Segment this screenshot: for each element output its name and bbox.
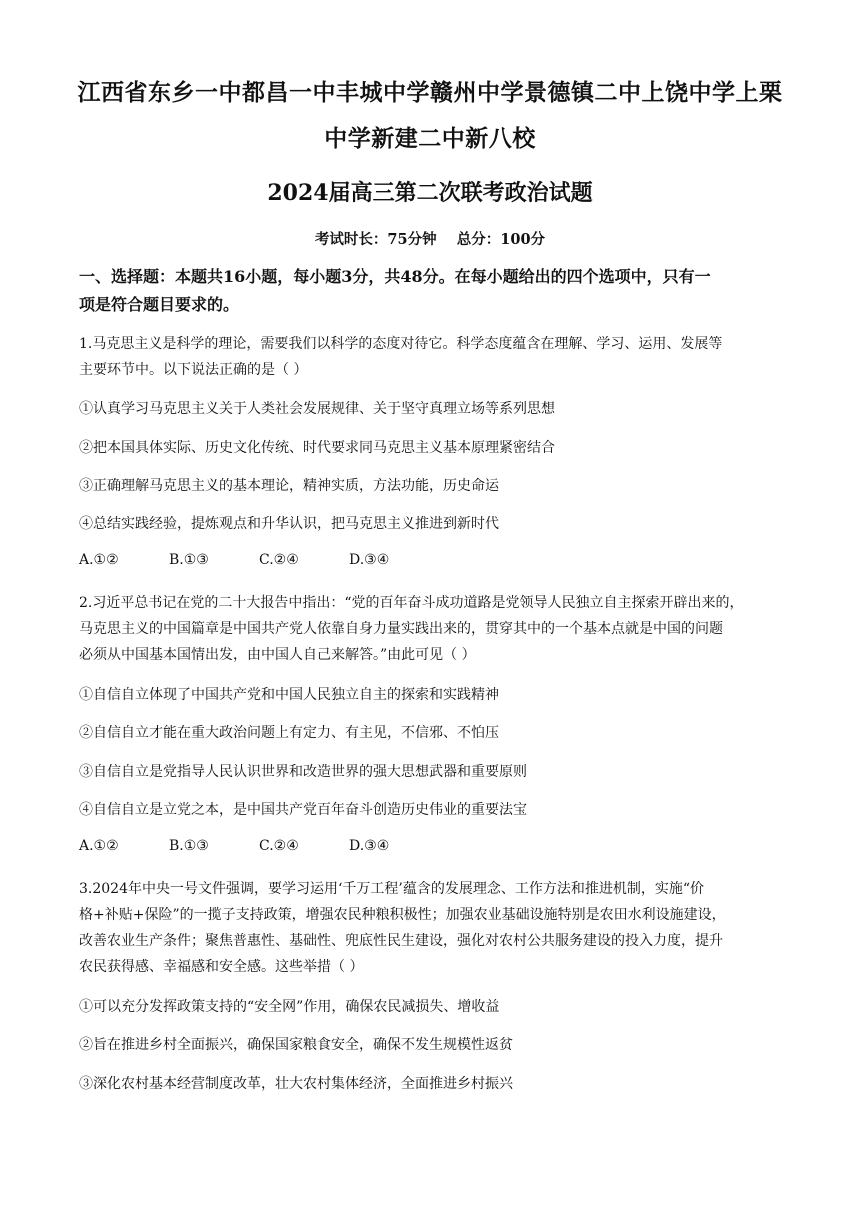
question-stem-line: 改善农业生产条件；聚焦普惠性、基础性、兜底性民生建设，强化对农村公共服务建设的投入力度，提升 [79,933,723,949]
option-c: C.②④ [259,552,299,568]
statement-item: ④自信自立是立党之本，是中国共产党百年奋斗创造历史伟业的重要法宝 [79,802,527,818]
statement-item: ②旨在推进乡村全面振兴，确保国家粮食安全，确保不发生规模性返贫 [79,1037,513,1053]
question-stem-line: 3.2024年中央一号文件强调，要学习运用‘千万工程’蕴含的发展理念、工作方法和推进机制，实施“价 [79,881,705,897]
question-stem-line: 格+补贴+保险”的一揽子支持政策，增强农民种粮积极性；加强农业基础设施特别是农田水利设施建设， [79,907,726,923]
option-c: C.②④ [259,838,299,854]
section-heading-line-2: 项是符合题目要求的。 [79,295,240,314]
question-stem-line: 2.习近平总书记在党的二十大报告中指出：“党的百年奋斗成功道路是党领导人民独立自主探索开辟出来的， [79,595,744,611]
statement-item: ②把本国具体实际、历史文化传统、时代要求同马克思主义基本原理紧密结合 [79,440,555,456]
statement-item: ②自信自立才能在重大政治问题上有定力、有主见，不信邪、不怕压 [79,725,499,741]
question-stem-line: 1.马克思主义是科学的理论，需要我们以科学的态度对待它。科学态度蕴含在理解、学习、运用、发展等 [79,336,723,352]
answer-options [79,552,439,568]
exam-info: 考试时长：75分钟 总分：100分 [314,231,546,248]
question-stem-line: 主要环节中。以下说法正确的是（ ） [79,362,308,378]
answer-options [79,838,439,854]
statement-item: ④总结实践经验，提炼观点和升华认识，把马克思主义推进到新时代 [79,516,499,532]
statement-item: ①自信自立体现了中国共产党和中国人民独立自主的探索和实践精神 [79,687,499,703]
option-a: A.①② [79,838,119,854]
option-d: D.③④ [349,552,390,568]
option-d: D.③④ [349,838,390,854]
statement-item: ①认真学习马克思主义关于人类社会发展规律、关于坚守真理立场等系列思想 [79,401,555,417]
option-b: B.①③ [169,838,209,854]
statement-item: ③深化农村基本经营制度改革，壮大农村集体经济，全面推进乡村振兴 [79,1076,513,1092]
question-stem-line: 必须从中国基本国情出发，由中国人自己来解答。”由此可见（ ） [79,647,476,663]
statement-item: ③正确理解马克思主义的基本理论，精神实质，方法功能，历史命运 [79,478,499,494]
question-stem-line: 马克思主义的中国篇章是中国共产党人依靠自身力量实践出来的，贯穿其中的一个基本点就是中国的问题 [79,621,723,637]
statement-item: ①可以充分发挥政策支持的“安全网”作用，确保农民减损失、增收益 [79,999,500,1015]
school-title-line-2: 中学新建二中新八校 [324,125,536,152]
question-stem-line: 农民获得感、幸福感和安全感。这些举措（ ） [79,959,364,975]
statement-item: ③自信自立是党指导人民认识世界和改造世界的强大思想武器和重要原则 [79,764,527,780]
option-a: A.①② [79,552,119,568]
section-heading-line-1: 一、选择题：本题共16小题，每小题3分，共48分。在每小题给出的四个选项中，只有一 [79,267,711,286]
exam-title: 2024届高三第二次联考政治试题 [267,180,593,206]
option-b: B.①③ [169,552,209,568]
school-title-line-1: 江西省东乡一中都昌一中丰城中学赣州中学景德镇二中上饶中学上栗 [77,79,783,106]
